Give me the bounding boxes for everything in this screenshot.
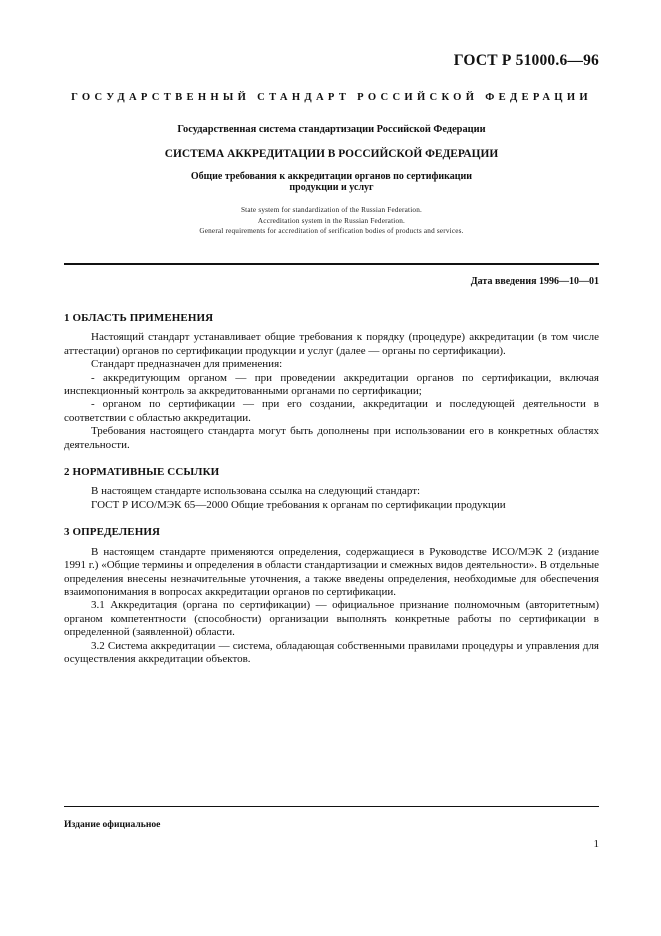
paragraph: 3.2 Система аккредитации — система, обладающая собственными правилами процедуры и управления для осуществления аккредитации объектов. bbox=[64, 639, 599, 665]
general-requirements-title bbox=[64, 171, 599, 193]
header-divider bbox=[64, 263, 599, 265]
footer-divider bbox=[64, 806, 599, 807]
paragraph: Стандарт предназначен для применения: bbox=[91, 358, 283, 371]
paragraph: Настоящий стандарт устанавливает общие требования к порядку (процедуре) аккредитации (в том числе аттестации) органов по сертификации продукции и услуг (далее — органы по сертификации). bbox=[64, 331, 599, 357]
edition-label: Издание официальное bbox=[64, 819, 161, 830]
english-title-line-2: Accreditation system in the Russian Federation. bbox=[257, 216, 406, 225]
title-block bbox=[64, 124, 599, 237]
paragraph: ГОСТ Р ИСО/МЭК 65—2000 Общие требования к органам по сертификации продукции bbox=[91, 498, 506, 511]
standardization-system-line: Государственная система стандартизации Российской Федерации bbox=[177, 124, 486, 135]
general-requirements-line-2: продукции и услуг bbox=[289, 182, 374, 193]
section-heading: 3 ОПРЕДЕЛЕНИЯ bbox=[64, 526, 161, 539]
section-definitions bbox=[64, 526, 599, 666]
paragraph: - аккредитующим органом — при проведении аккредитации органов по сертификации, включая инспекционный контроль за аккредитованными органами по сертификации; bbox=[64, 371, 599, 398]
paragraph: 3.1 Аккредитация (органа по сертификации) — официальное признание полномочным (авторитетным) органом компетентности (способности) организации выполнять конкретные работы по сертификации в определенной (заявленной) области. bbox=[64, 599, 599, 639]
section-normative-references bbox=[64, 466, 599, 512]
english-title-line-3: General requirements for accreditation of serification bodies of products and services. bbox=[199, 227, 464, 235]
state-standard-title: ГОСУДАРСТВЕННЫЙ СТАНДАРТ РОССИЙСКОЙ ФЕДЕРАЦИИ bbox=[71, 92, 592, 103]
introduction-date: Дата введения 1996—10—01 bbox=[470, 276, 599, 287]
section-heading: 1 ОБЛАСТЬ ПРИМЕНЕНИЯ bbox=[64, 312, 214, 324]
section-heading: 2 НОРМАТИВНЫЕ ССЫЛКИ bbox=[64, 466, 220, 479]
section-scope bbox=[64, 312, 599, 452]
general-requirements-line-1: Общие требования к аккредитации органов по сертификации bbox=[190, 171, 473, 182]
english-title-line-1: State system for standardization of the Russian Federation. bbox=[240, 206, 423, 214]
accreditation-system-title: СИСТЕМА АККРЕДИТАЦИИ В РОССИЙСКОЙ ФЕДЕРАЦИИ bbox=[164, 148, 499, 160]
gost-code: ГОСТ Р 51000.6—96 bbox=[453, 52, 599, 69]
english-title bbox=[64, 205, 599, 237]
page-number: 1 bbox=[593, 838, 599, 850]
paragraph: - органом по сертификации — при его создании, аккредитации и последующей деятельности в соответствии с областью аккредитации. bbox=[64, 398, 599, 424]
paragraph: В настоящем стандарте применяются определения, содержащиеся в Руководстве ИСО/МЭК 2 (издание 1991 г.) «Общие термины и определения в области стандартизации и смежных видов деятельности». В отдельные определения внесены незначительные уточнения, а также введены определения, необходимые для обеспечения взаимопонимания в вопросах аккредитации органов по сертификации. bbox=[64, 545, 599, 598]
paragraph: Требования настоящего стандарта могут быть дополнены при использовании его в конкретных областях деятельности. bbox=[64, 425, 599, 451]
paragraph: В настоящем стандарте использована ссылка на следующий стандарт: bbox=[91, 485, 421, 498]
document-body bbox=[64, 312, 599, 680]
